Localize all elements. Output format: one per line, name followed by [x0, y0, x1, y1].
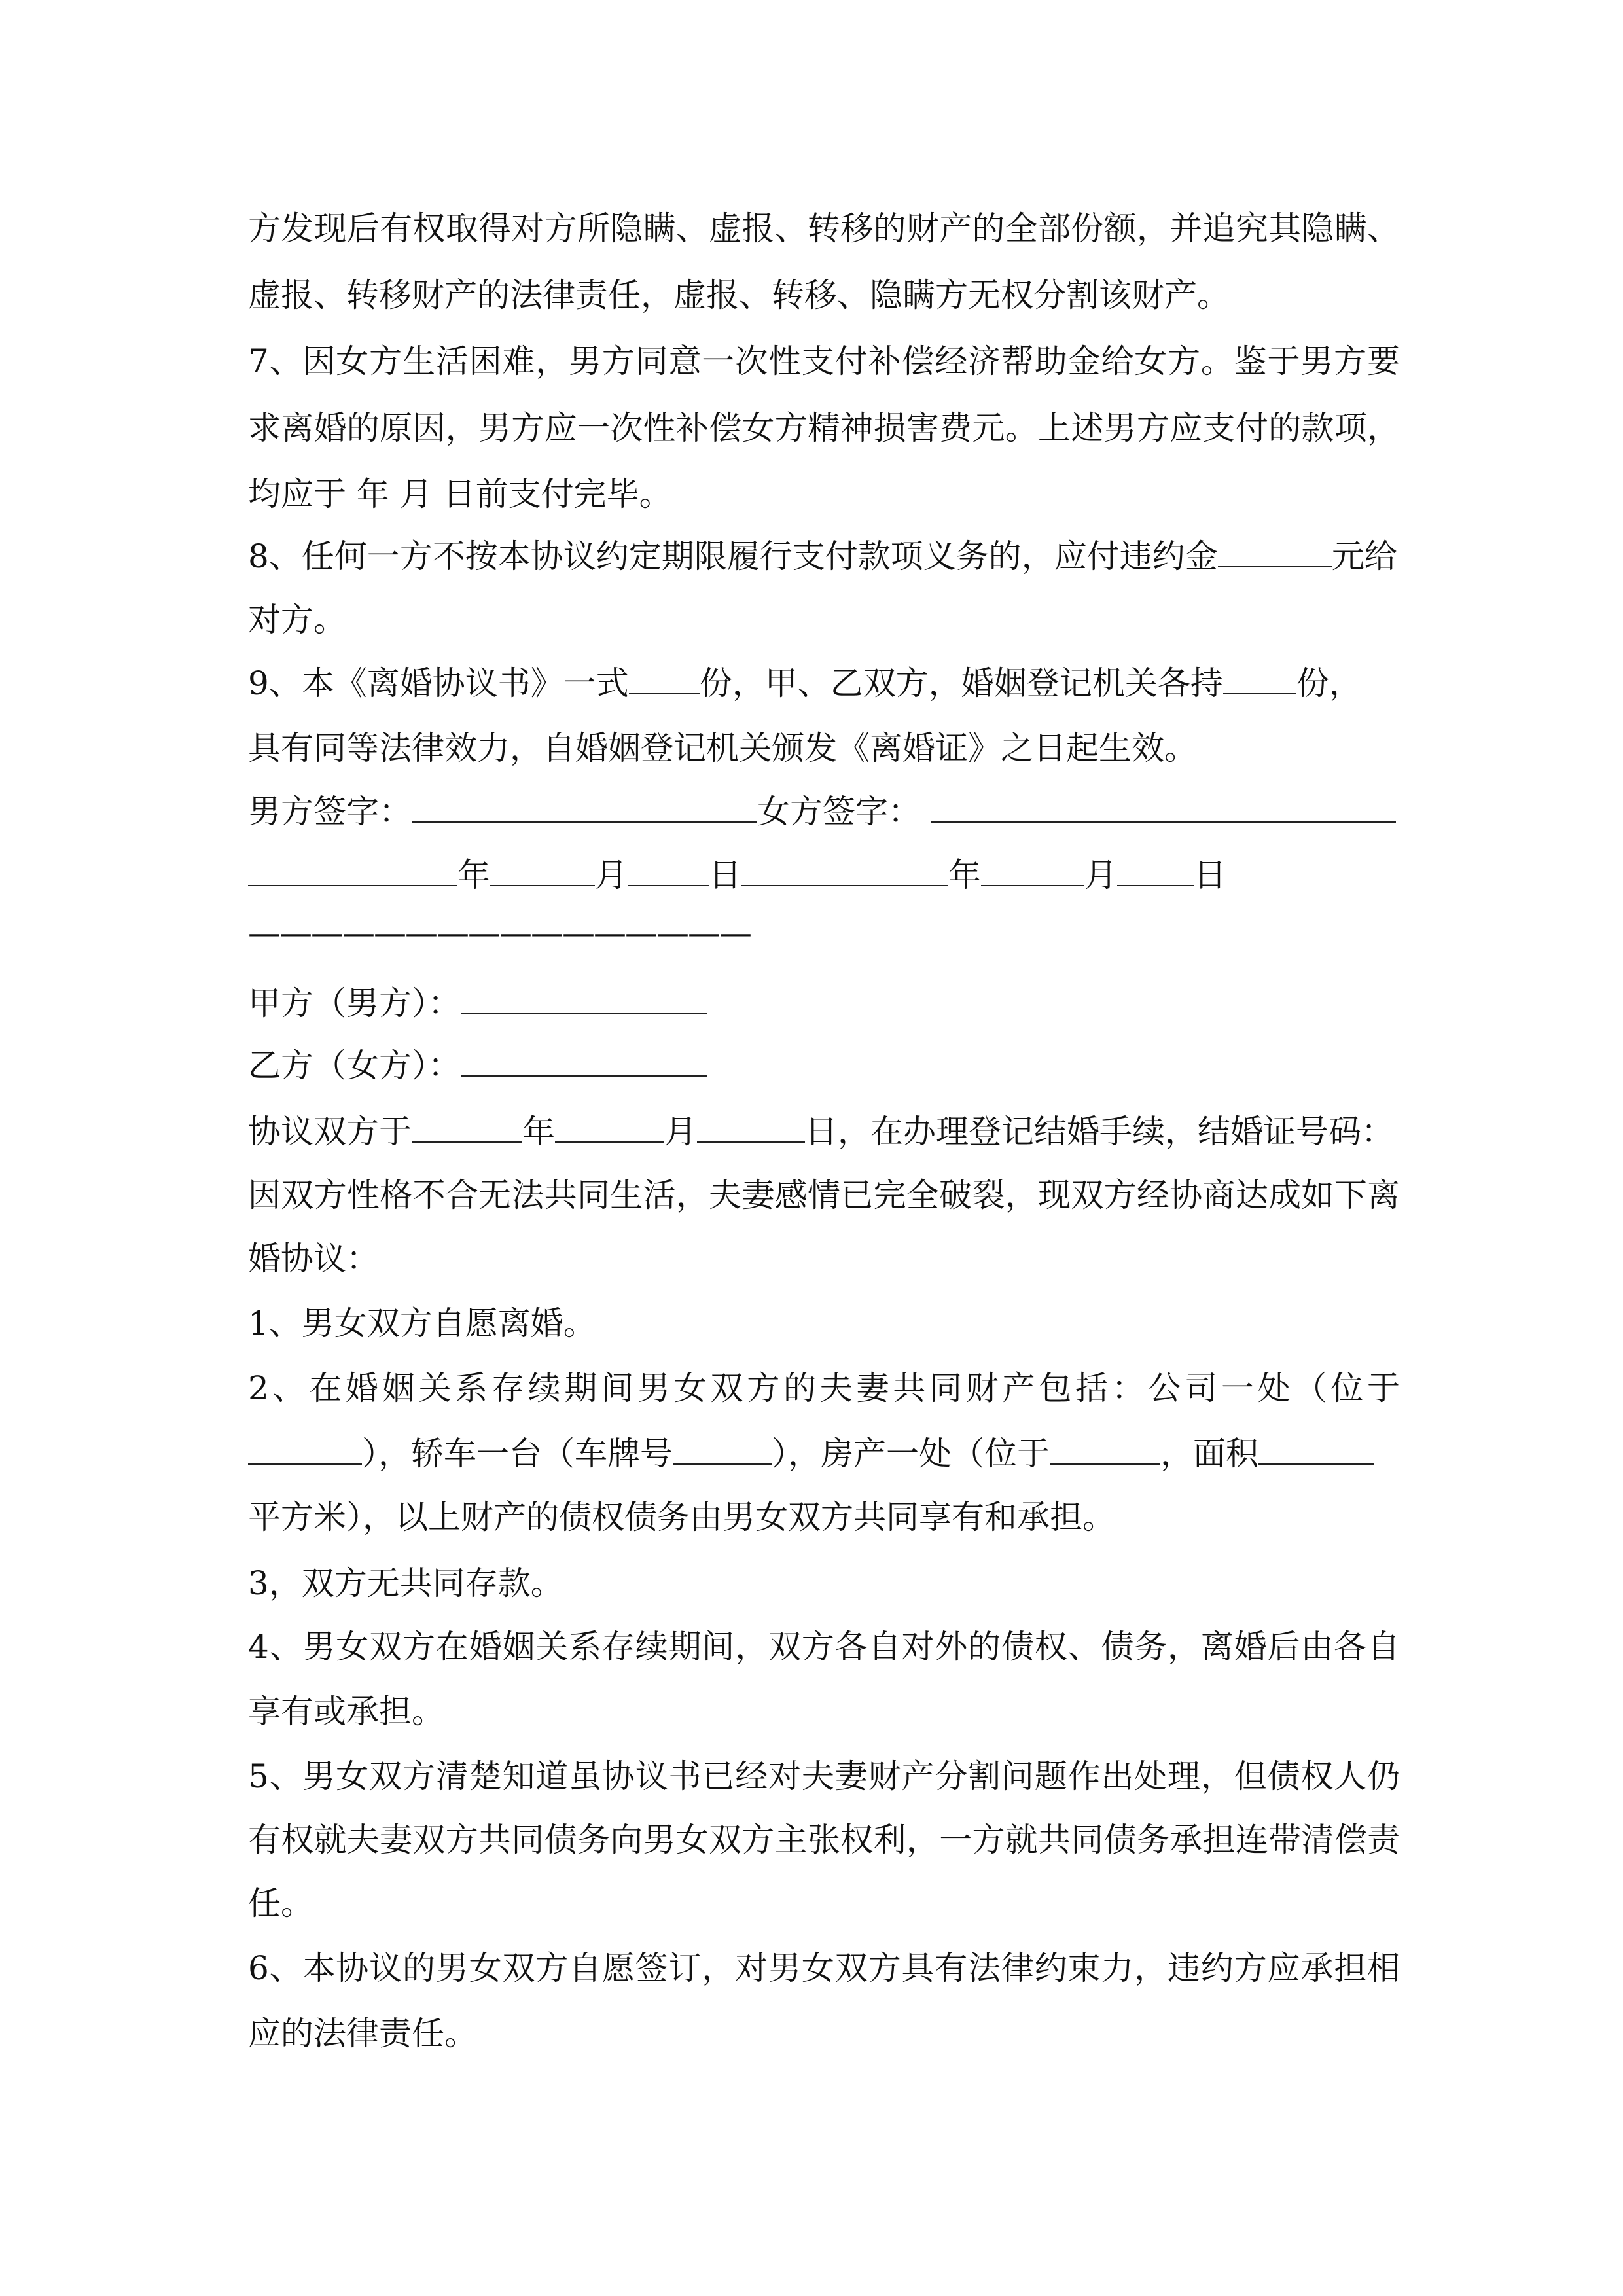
day-blank[interactable] [1117, 859, 1194, 886]
male-signature-blank[interactable] [412, 795, 757, 823]
text: ，面积 [1160, 1435, 1258, 1473]
text-line: 方发现后有权取得对方所隐瞒、虚报、转移的财产的全部份额，并追究其隐瞒、 [248, 209, 1400, 247]
month-label: 月 [664, 1113, 697, 1151]
party-a-line [248, 971, 1400, 1035]
text: ），轿车一台（车牌号 [362, 1435, 673, 1473]
text-line: 平方米），以上财产的债权债务由男女双方共同享有和承担。 [248, 1498, 1115, 1536]
year-blank[interactable] [741, 859, 948, 886]
penalty-amount-blank[interactable] [1218, 540, 1332, 567]
clause-6: 6、本协议的男女双方自愿签订，对男女双方具有法律约束力，违约方应承担相 [248, 1949, 1400, 1987]
day-label: 日 [709, 856, 741, 894]
year-blank[interactable] [248, 859, 457, 886]
text: 份， [1296, 664, 1362, 702]
month-label: 月 [595, 856, 628, 894]
clause-8 [248, 524, 1400, 588]
divider-dashes: ———————————————— [248, 914, 751, 952]
text-line: 求离婚的原因，男方应一次性补偿女方精神损害费元。上述男方应支付的款项， [248, 409, 1400, 447]
month-blank[interactable] [981, 859, 1084, 886]
date-line [248, 843, 1400, 907]
year-label: 年 [457, 856, 490, 894]
text-line: 应的法律责任。 [248, 2015, 477, 2053]
text-line: 虚报、转移财产的法律责任，虚报、转移、隐瞒方无权分割该财产。 [248, 276, 1230, 314]
text: 日，在办理登记结婚手续，结婚证号码： [805, 1113, 1394, 1151]
signature-line [248, 780, 1400, 844]
house-location-blank[interactable] [1050, 1437, 1160, 1465]
year-label: 年 [948, 856, 981, 894]
month-blank[interactable] [555, 1115, 664, 1143]
copies-blank[interactable] [629, 667, 700, 694]
text: 份，甲、乙双方，婚姻登记机关各持 [699, 664, 1223, 702]
clause-9 [248, 651, 1400, 715]
female-signature-label: 女方签字： [757, 793, 921, 831]
text: 协议双方于 [248, 1113, 412, 1151]
male-signature-label: 男方签字： [248, 793, 412, 831]
month-blank[interactable] [490, 859, 595, 886]
property-line [248, 1422, 1400, 1486]
copies-each-blank[interactable] [1223, 667, 1296, 694]
text-line: 均应于 年 月 日前支付完毕。 [248, 475, 672, 513]
text: ），房产一处（位于 [772, 1435, 1050, 1473]
party-a-blank[interactable] [461, 987, 707, 1014]
text-line: 对方。 [248, 601, 346, 639]
marriage-date-line [248, 1100, 1400, 1164]
clause-3: 3，双方无共同存款。 [248, 1564, 563, 1602]
party-b-label: 乙方（女方）： [248, 1047, 461, 1085]
party-a-label: 甲方（男方）： [248, 984, 461, 1022]
text-line: 享有或承担。 [248, 1693, 444, 1731]
text-line: 婚协议： [248, 1240, 379, 1278]
day-label: 日 [1194, 856, 1226, 894]
clause-5: 5、男女双方清楚知道虽协议书已经对夫妻财产分割问题作出处理，但债权人仍 [248, 1757, 1400, 1795]
text: 元给 [1331, 537, 1397, 575]
year-blank[interactable] [412, 1115, 522, 1143]
text-line: 任。 [248, 1884, 313, 1922]
text: 9、本《离婚协议书》一式 [248, 664, 629, 702]
clause-2: 2、在婚姻关系存续期间男女双方的夫妻共同财产包括：公司一处（位于 [248, 1369, 1400, 1407]
text: 8、任何一方不按本协议约定期限履行支付款项义务的，应付违约金 [248, 537, 1218, 575]
year-label: 年 [522, 1113, 555, 1151]
text-line: 因双方性格不合无法共同生活，夫妻感情已完全破裂，现双方经协商达成如下离 [248, 1176, 1400, 1214]
company-location-blank[interactable] [248, 1437, 362, 1465]
clause-7: 7、因女方生活困难，男方同意一次性支付补偿经济帮助金给女方。鉴于男方要 [248, 342, 1400, 380]
text-line: 有权就夫妻双方共同债务向男女双方主张权利，一方就共同债务承担连带清偿责 [248, 1821, 1400, 1859]
female-signature-blank[interactable] [931, 795, 1396, 823]
day-blank[interactable] [628, 859, 709, 886]
text-line: 具有同等法律效力，自婚姻登记机关颁发《离婚证》之日起生效。 [248, 729, 1197, 767]
area-blank[interactable] [1258, 1437, 1374, 1465]
clause-1: 1、男女双方自愿离婚。 [248, 1304, 596, 1342]
party-b-line [248, 1033, 1400, 1098]
clause-4: 4、男女双方在婚姻关系存续期间，双方各自对外的债权、债务，离婚后由各自 [248, 1628, 1400, 1666]
month-label: 月 [1084, 856, 1117, 894]
plate-number-blank[interactable] [673, 1437, 772, 1465]
party-b-blank[interactable] [461, 1049, 707, 1077]
day-blank[interactable] [697, 1115, 805, 1143]
